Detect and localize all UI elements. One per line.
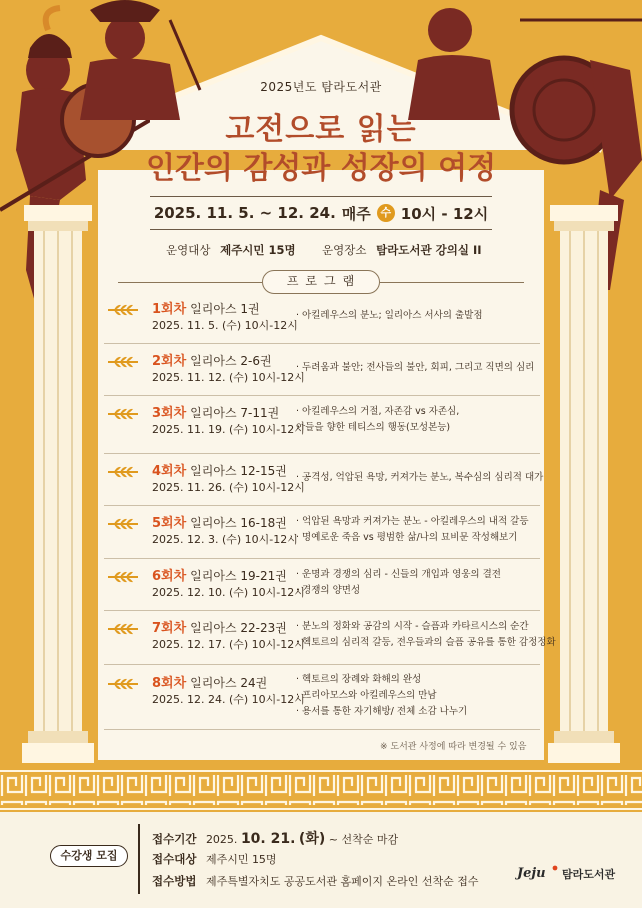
session-topic: · 운명과 경쟁의 심리 - 신들의 개입과 영웅의 결전: [296, 569, 501, 580]
session-book: 일리아스 2-6권: [190, 354, 272, 368]
jeju-logo-icon: [515, 862, 559, 882]
session-topics: [296, 672, 467, 720]
session-row: [104, 617, 556, 665]
session-topic: · 헥토르의 심리적 갈등, 전우들과의 슬픔 공유를 통한 감정정화: [296, 637, 556, 648]
session-row: [104, 350, 540, 396]
schedule-day-badge: 수: [377, 204, 395, 222]
session-number: 3회차: [152, 406, 187, 421]
period-prefix: 2025.: [205, 833, 238, 846]
laurel-icon: [108, 570, 140, 584]
info-place-value: 탐라도서관 강의실 II: [376, 243, 482, 257]
session-number: 8회차: [152, 676, 187, 691]
laurel-icon: [108, 517, 140, 531]
session-number: 4회차: [152, 464, 187, 479]
session-title: [152, 298, 260, 317]
info-target-value: 제주시민 15명: [220, 243, 296, 257]
laurel-icon: [108, 407, 140, 421]
session-topic: · 아킬레우스의 거절, 자존감 vs 자존심,: [296, 406, 460, 417]
session-topic: · 명예로운 죽음 vs 평범한 삶/나의 묘비문 작성해보기: [296, 532, 518, 543]
warrior-top-illustration: [70, 0, 210, 120]
period-label: 접수기간: [152, 832, 197, 846]
meander-pattern: [0, 768, 642, 812]
laurel-icon: [108, 622, 140, 636]
session-title: [152, 672, 267, 691]
session-title: [152, 565, 287, 584]
laurel-icon: [108, 303, 140, 317]
session-date: 2025. 11. 26. (수) 10시-12시: [152, 481, 305, 494]
laurel-icon: [108, 465, 140, 479]
title-line-2: 인간의 감성과 성장의 여정: [145, 151, 497, 186]
session-row: [104, 298, 540, 344]
session-topic: · 헥토르의 장례와 화해의 완성: [296, 674, 422, 685]
session-row: [104, 565, 540, 611]
session-topic: · 용서를 통한 자기해방/ 전체 소감 나누기: [296, 706, 468, 717]
schedule-dates: 2025. 11. 5. ~ 12. 24.: [153, 204, 336, 222]
session-date: 2025. 12. 3. (수) 10시-12시: [152, 533, 298, 546]
schedule-bar: [150, 196, 492, 230]
footer-method-row: [152, 873, 478, 889]
footer-divider: [138, 824, 140, 894]
session-date: 2025. 12. 10. (수) 10시-12시: [152, 586, 305, 599]
session-date: 2025. 11. 12. (수) 10시-12시: [152, 371, 305, 384]
session-title: [152, 350, 272, 369]
period-date: 10. 21.: [240, 831, 296, 847]
title-line-1: 고전으로 읽는: [225, 112, 417, 147]
session-book: 일리아스 7-11권: [190, 406, 280, 420]
footer-period-row: [152, 828, 398, 848]
column-right-illustration: [548, 205, 620, 765]
session-topics: [296, 619, 556, 651]
schedule-every: 매주: [341, 204, 371, 223]
recruit-badge: 수강생 모집: [50, 845, 128, 867]
program-heading: 프로그램: [262, 270, 380, 294]
session-topic: · 공격성, 억압된 욕망, 커져가는 분노, 복수심의 심리적 대가: [296, 472, 544, 483]
footer-target-value: 제주시민 15명: [205, 853, 277, 866]
session-topics: [296, 470, 543, 486]
session-book: 일리아스 1권: [190, 302, 260, 316]
session-book: 일리아스 16-18권: [190, 516, 287, 530]
session-date: 2025. 11. 19. (수) 10시-12시: [152, 423, 305, 436]
session-title: [152, 402, 279, 421]
column-left-illustration: [22, 205, 94, 765]
session-topic: · 아킬레우스의 분노; 일리아스 서사의 출발점: [296, 310, 483, 321]
session-book: 일리아스 19-21권: [190, 569, 287, 583]
period-suffix: ~ 선착순 마감: [328, 833, 399, 846]
session-row: [104, 402, 540, 454]
logo-mark-text: Jeju: [517, 866, 546, 881]
session-book: 일리아스 12-15권: [190, 464, 287, 478]
session-topic: 아들을 향한 테티스의 행동(모성본능): [296, 422, 451, 433]
session-topic: · 분노의 정화와 공감의 시작 - 슬픔과 카타르시스의 순간: [296, 621, 529, 632]
session-topic: · 프리아모스와 아킬레우스의 만남: [296, 690, 437, 701]
info-target: [166, 242, 296, 258]
info-place: [322, 242, 482, 258]
session-title: [152, 460, 287, 479]
info-place-label: 운영장소: [322, 243, 367, 257]
session-title: [152, 512, 287, 531]
session-topics: [296, 308, 483, 324]
session-number: 5회차: [152, 516, 187, 531]
schedule-time: 10시 - 12시: [400, 204, 489, 223]
program-divider-right: [380, 282, 524, 283]
session-topics: [296, 567, 501, 599]
session-title: [152, 617, 287, 636]
session-number: 2회차: [152, 354, 187, 369]
session-date: 2025. 12. 24. (수) 10시-12시: [152, 693, 305, 706]
footer-target-label: 접수대상: [152, 852, 197, 866]
session-row: [104, 672, 540, 730]
session-number: 7회차: [152, 621, 187, 636]
program-divider-left: [118, 282, 262, 283]
laurel-icon: [108, 677, 140, 691]
period-day: (화): [298, 831, 326, 847]
year-organizer-line: 2025년도 탐라도서관: [260, 80, 382, 94]
session-topics: [296, 514, 529, 546]
laurel-icon: [108, 355, 140, 369]
method-label: 접수방법: [152, 874, 197, 888]
library-logo-text: 탐라도서관: [562, 868, 616, 881]
session-book: 일리아스 22-23권: [190, 621, 287, 635]
session-topic: · 경쟁의 양면성: [296, 585, 361, 596]
session-number: 1회차: [152, 302, 187, 317]
footer-target-row: [152, 851, 277, 867]
change-notice: ※ 도서관 사정에 따라 변경될 수 있음: [380, 742, 527, 752]
method-value: 제주특별자치도 공공도서관 홈페이지 온라인 선착순 접수: [205, 875, 479, 888]
session-date: 2025. 11. 5. (수) 10시-12시: [152, 319, 298, 332]
session-row: [104, 460, 544, 506]
session-topic: · 두려움과 불안; 전사들의 불안, 회피, 그리고 직면의 심리: [296, 362, 535, 373]
session-book: 일리아스 24권: [190, 676, 268, 690]
session-topics: [296, 404, 459, 436]
session-topics: [296, 360, 534, 376]
session-number: 6회차: [152, 569, 187, 584]
info-target-label: 운영대상: [166, 243, 211, 257]
session-row: [104, 512, 540, 559]
session-topic: · 억압된 욕망과 커져가는 분노 - 아킬레우스의 내적 갈등: [296, 516, 529, 527]
session-date: 2025. 12. 17. (수) 10시-12시: [152, 638, 305, 651]
